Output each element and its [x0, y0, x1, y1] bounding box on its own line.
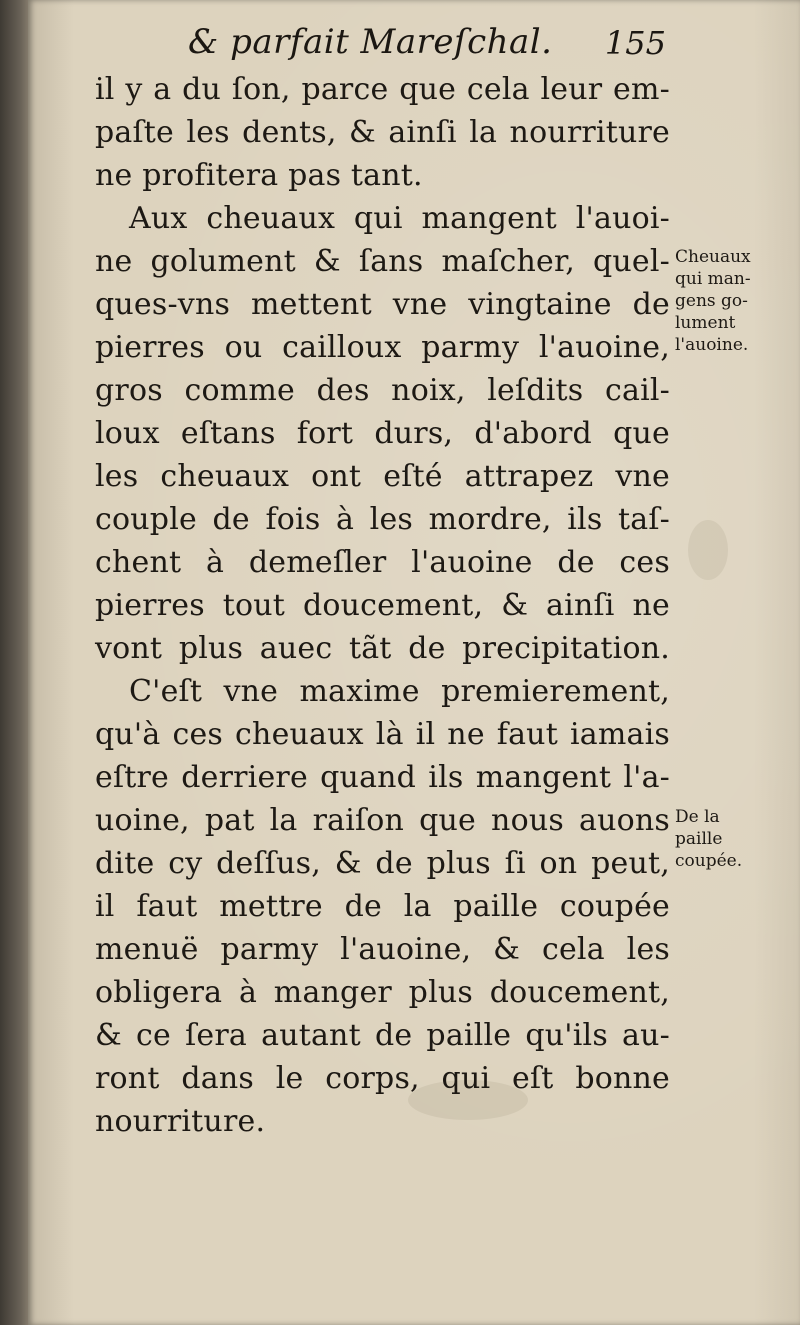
text-line: ront dans le corps, qui eſt bonne — [95, 1061, 670, 1096]
margin-note-cheuaux — [675, 246, 751, 356]
book-spine-shadow — [0, 0, 30, 1325]
text-line: vont plus auec tãt de precipitation. — [95, 631, 670, 666]
page-header — [188, 22, 668, 72]
paper-stain — [688, 520, 728, 580]
text-line: dite cy deſſus, & de plus ſi on peut, — [95, 846, 670, 881]
text-line: Aux cheuaux qui mangent l'auoi- — [129, 201, 670, 236]
text-line: obligera à manger plus doucement, — [95, 975, 670, 1010]
margin-note-line: l'auoine. — [675, 335, 749, 355]
text-line: ne profitera pas tant. — [95, 158, 423, 193]
text-line: ne golument & ſans maſcher, quel- — [95, 244, 670, 279]
margin-note-paille — [675, 806, 742, 872]
text-line: nourriture. — [95, 1104, 266, 1139]
margin-note-line: Cheuaux — [675, 247, 751, 267]
text-line: il y a du ſon, parce que cela leur em- — [95, 72, 670, 107]
text-line: chent à demeſler l'auoine de ces — [95, 545, 670, 580]
text-line: qu'à ces cheuaux là il ne faut iamais — [95, 717, 670, 752]
body-text — [95, 68, 670, 1143]
text-line: pierres ou cailloux parmy l'auoine, — [95, 330, 670, 365]
margin-note-line: qui man- — [675, 269, 751, 289]
margin-note-line: coupée. — [675, 851, 743, 871]
margin-note-line: paille — [675, 829, 723, 849]
text-line: loux eſtans fort durs, d'abord que — [95, 416, 670, 451]
text-line: C'eſt vne maxime premierement, — [129, 674, 670, 709]
text-line: menuë parmy l'auoine, & cela les — [95, 932, 670, 967]
text-line: les cheuaux ont eſté attrapez vne — [95, 459, 670, 494]
text-line: ques-vns mettent vne vingtaine de — [95, 287, 670, 322]
text-line: gros comme des noix, leſdits cail- — [95, 373, 670, 408]
running-title: & parfait Mareſchal. — [188, 22, 553, 62]
text-line: uoine, pat la raiſon que nous auons — [95, 803, 670, 838]
margin-note-line: De la — [675, 807, 720, 827]
margin-note-line: gens go- — [675, 291, 748, 311]
text-line: pierres tout doucement, & ainſi ne — [95, 588, 670, 623]
text-line: il faut mettre de la paille coupée — [95, 889, 670, 924]
page-number: 155 — [604, 24, 666, 62]
text-line: & ce ſera autant de paille qu'ils au- — [95, 1018, 670, 1053]
text-line: paſte les dents, & ainſi la nourriture — [95, 115, 670, 150]
margin-note-line: lument — [675, 313, 736, 333]
text-line: eſtre derriere quand ils mangent l'a- — [95, 760, 670, 795]
text-line: couple de fois à les mordre, ils taſ- — [95, 502, 670, 537]
